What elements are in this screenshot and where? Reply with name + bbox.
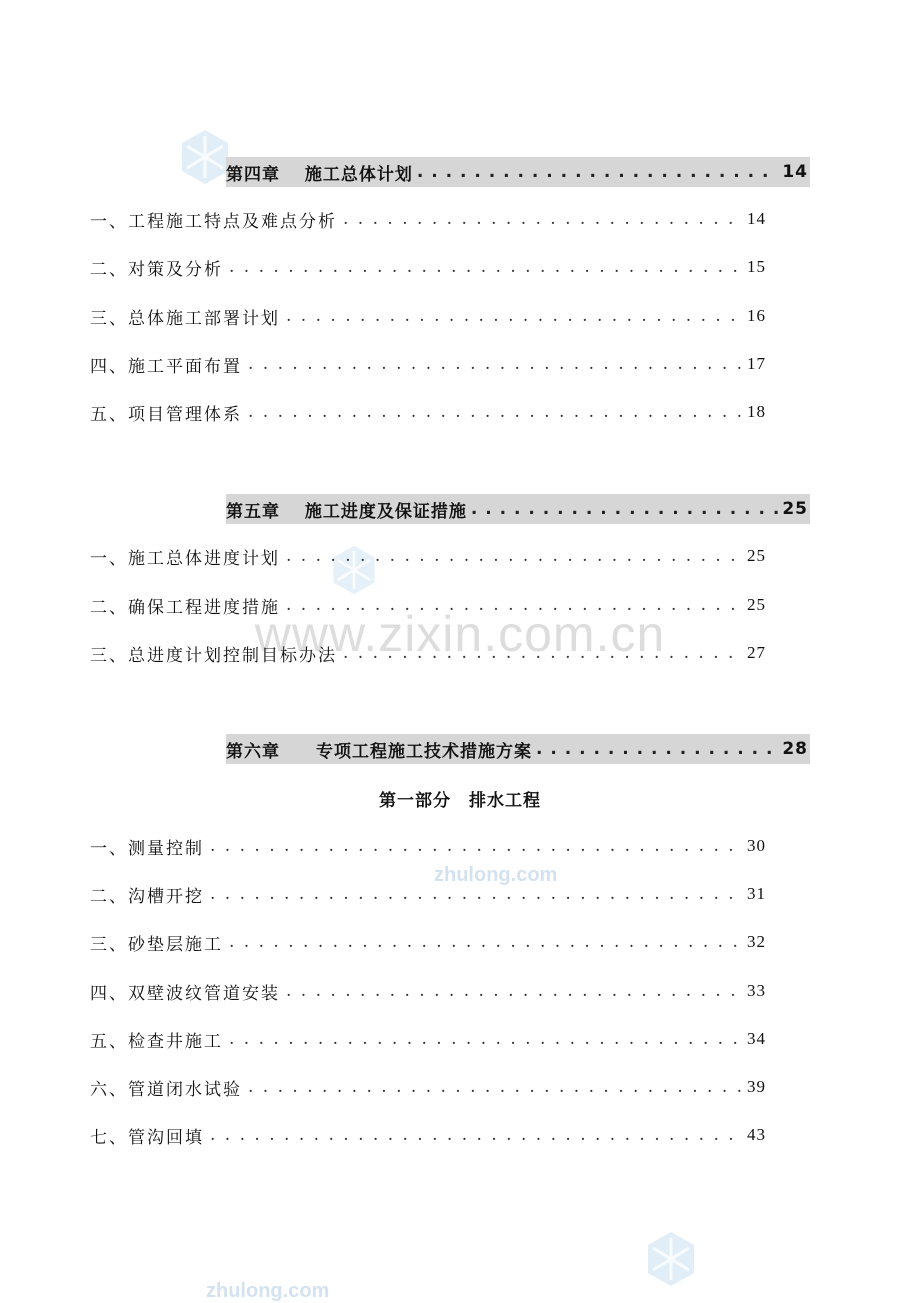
entry-title: 三、砂垫层施工 [90, 934, 223, 955]
toc-entry[interactable] [90, 591, 766, 619]
entry-title: 一、工程施工特点及难点分析 [90, 211, 337, 232]
entry-title: 四、双壁波纹管道安装 [90, 983, 280, 1004]
page-number: 33 [747, 981, 766, 1000]
dot-leader [417, 162, 778, 182]
dot-leader [286, 595, 741, 615]
toc-entry[interactable] [90, 1121, 766, 1149]
entry-title: 四、施工平面布置 [90, 356, 242, 377]
chapter-title: 第四章 施工总体计划 [226, 164, 413, 185]
page-number: 16 [747, 306, 766, 325]
watermark-small: zhulong.com [434, 864, 558, 886]
dot-leader [210, 884, 741, 904]
entry-title: 六、管道闭水试验 [90, 1079, 242, 1100]
toc-chapter-6[interactable] [226, 734, 810, 764]
watermark-text: www.zixin.com.cn [254, 606, 666, 662]
part-title: 第一部分 排水工程 [379, 791, 541, 811]
page-number: 27 [747, 643, 766, 662]
toc-entry[interactable] [90, 205, 766, 233]
toc-entry[interactable] [90, 832, 766, 860]
dot-leader [248, 402, 741, 422]
entry-title: 三、总进度计划控制目标办法 [90, 645, 337, 666]
page-number: 32 [747, 932, 766, 951]
toc-chapter-4[interactable] [226, 157, 810, 187]
page-number: 18 [747, 402, 766, 421]
dot-leader [286, 546, 741, 566]
toc-entry[interactable] [90, 880, 766, 908]
toc-chapter-5[interactable] [226, 494, 810, 524]
entry-title: 一、测量控制 [90, 838, 204, 859]
toc-entry[interactable] [90, 350, 766, 378]
page-number: 25 [747, 595, 766, 614]
entry-title: 五、项目管理体系 [90, 404, 242, 425]
entry-title: 二、确保工程进度措施 [90, 597, 280, 618]
toc-entry[interactable] [90, 253, 766, 281]
dot-leader [210, 1125, 741, 1145]
page-number: 43 [747, 1125, 766, 1144]
entry-title: 七、管沟回填 [90, 1127, 204, 1148]
toc-entry[interactable] [90, 639, 766, 667]
page-number: 30 [747, 836, 766, 855]
page-number: 15 [747, 257, 766, 276]
toc-entry[interactable] [90, 977, 766, 1005]
toc-entry[interactable] [90, 1025, 766, 1053]
page-number: 25 [782, 499, 808, 519]
entry-title: 二、对策及分析 [90, 259, 223, 280]
dot-leader [229, 1029, 741, 1049]
entry-title: 三、总体施工部署计划 [90, 308, 280, 329]
entry-title: 五、检查井施工 [90, 1031, 223, 1052]
dot-leader [286, 306, 741, 326]
page-number: 25 [747, 546, 766, 565]
toc-entry[interactable] [90, 1073, 766, 1101]
page-number: 34 [747, 1029, 766, 1048]
dot-leader [229, 257, 741, 277]
dot-leader [343, 643, 741, 663]
toc-entry[interactable] [90, 302, 766, 330]
entry-title: 一、施工总体进度计划 [90, 548, 280, 569]
dot-leader [343, 209, 741, 229]
page-number: 14 [747, 209, 766, 228]
page-number: 14 [782, 162, 808, 182]
page-number: 17 [747, 354, 766, 373]
toc-entry[interactable] [90, 542, 766, 570]
dot-leader [286, 981, 741, 1001]
snowflake-logo-icon [642, 1230, 700, 1288]
entry-title: 二、沟槽开挖 [90, 886, 204, 907]
dot-leader [248, 354, 741, 374]
dot-leader [248, 1077, 741, 1097]
watermark-small-bottom: zhulong.com [206, 1280, 330, 1302]
chapter-title: 第五章 施工进度及保证措施 [226, 501, 467, 522]
toc-entry[interactable] [90, 928, 766, 956]
dot-leader [229, 932, 741, 952]
dot-leader [536, 739, 778, 759]
page-number: 28 [782, 739, 808, 759]
dot-leader [210, 836, 741, 856]
dot-leader [471, 499, 778, 519]
chapter-title: 第六章 专项工程施工技术措施方案 [226, 741, 532, 762]
page-number: 39 [747, 1077, 766, 1096]
page-number: 31 [747, 884, 766, 903]
toc-entry[interactable] [90, 398, 766, 426]
